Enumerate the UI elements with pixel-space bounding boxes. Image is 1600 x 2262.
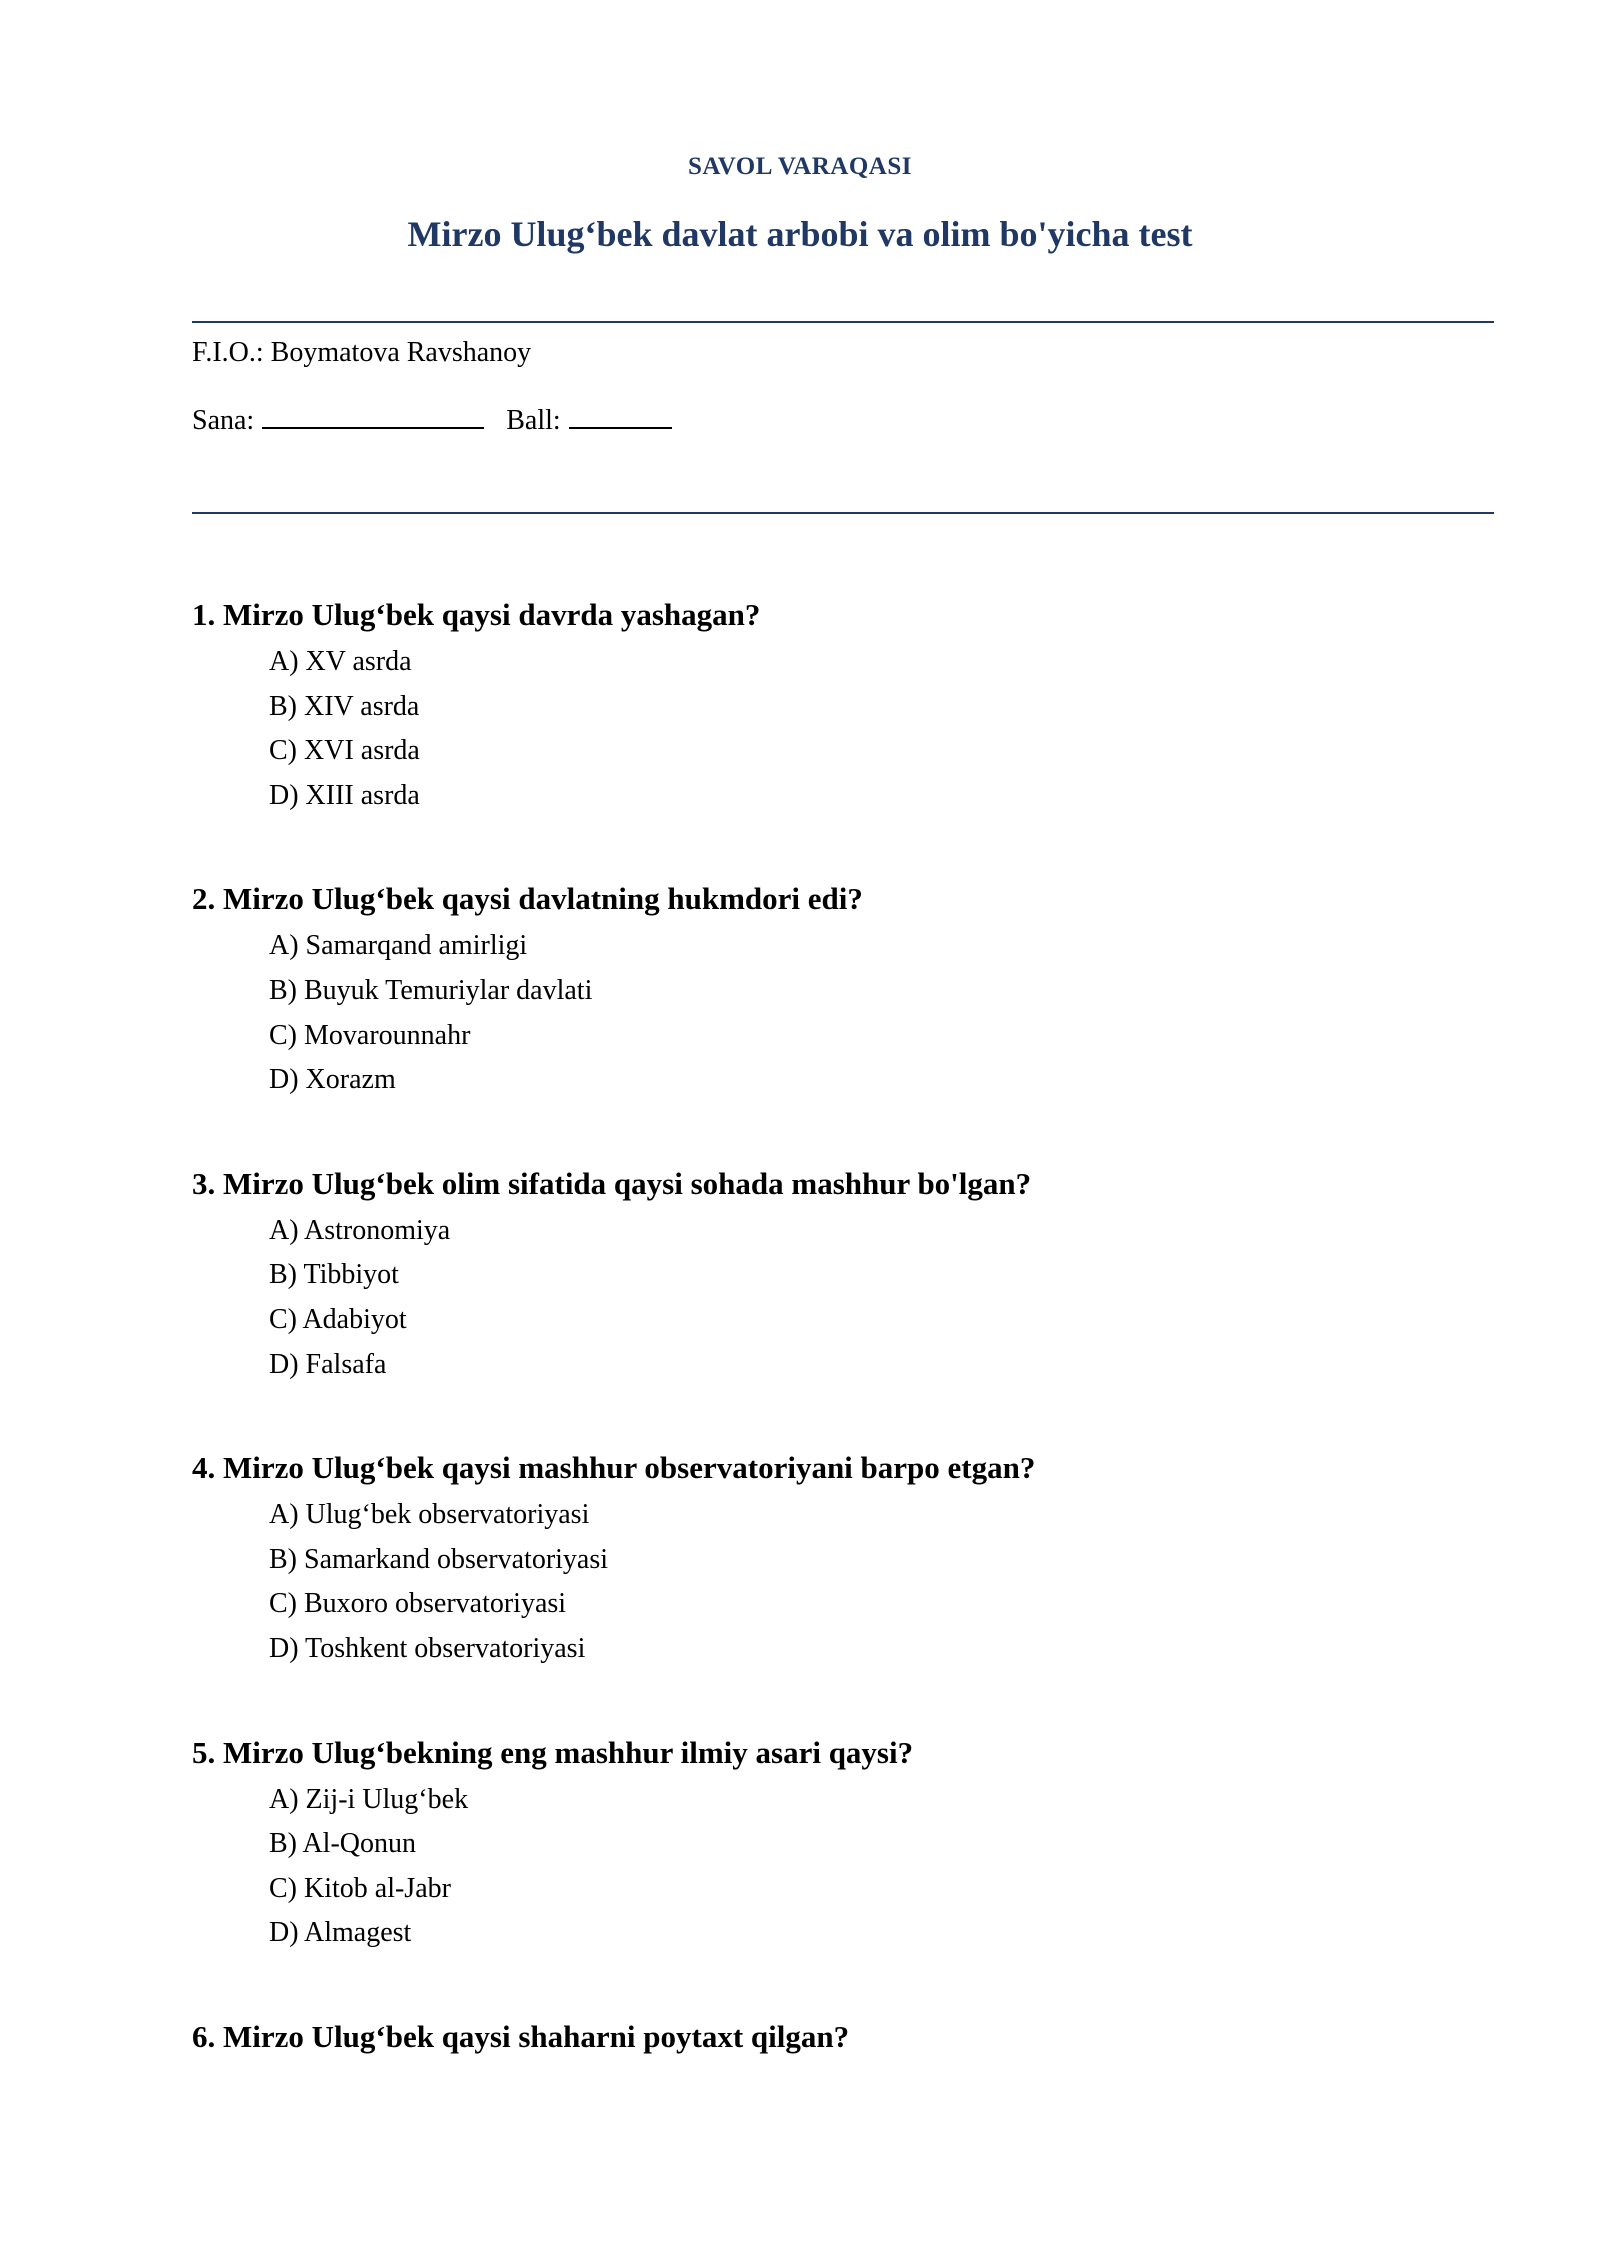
fio-field: [192, 336, 531, 370]
answer-option: C) Adabiyot: [269, 1303, 407, 1335]
question-label: Mirzo Ulug‘bekning eng mashhur ilmiy asari qaysi?: [223, 1734, 914, 1770]
fio-value: Boymatova Ravshanoy: [270, 337, 532, 368]
question-label: Mirzo Ulug‘bek qaysi shaharni poytaxt qilgan?: [223, 2018, 850, 2054]
answer-option: C) Kitob al-Jabr: [269, 1872, 451, 1904]
question-label: Mirzo Ulug‘bek qaysi mashhur observatoriyani barpo etgan?: [223, 1450, 1036, 1486]
answer-option: A) Astronomiya: [269, 1214, 451, 1246]
question-number: 4.: [192, 1450, 216, 1486]
question-text: [192, 2016, 1494, 2058]
answer-options: [192, 640, 1494, 818]
question-list: [192, 594, 1494, 2118]
header-divider-bottom: [192, 512, 1494, 514]
answer-option: A) Ulug‘bek observatoriyasi: [269, 1499, 590, 1531]
answer-option: D) XIII asrda: [269, 779, 420, 811]
sana-label: Sana:: [192, 405, 255, 436]
answer-option: D) Falsafa: [269, 1348, 387, 1380]
ball-blank-line: [569, 401, 672, 429]
ball-label: Ball:: [506, 405, 561, 436]
answer-options: [192, 1209, 1494, 1387]
answer-option: D) Toshkent observatoriyasi: [269, 1632, 586, 1664]
question-label: Mirzo Ulug‘bek olim sifatida qaysi sohada mashhur bo'lgan?: [223, 1165, 1032, 1201]
answer-option: B) Samarkand observatoriyasi: [269, 1543, 609, 1575]
sana-blank-line: [262, 401, 484, 429]
fio-label: F.I.O.:: [192, 337, 264, 368]
question-number: 6.: [192, 2018, 216, 2054]
answer-option: B) Al-Qonun: [269, 1828, 416, 1860]
header-divider-top: [192, 321, 1494, 323]
answer-option: A) Samarqand amirligi: [269, 930, 528, 962]
answer-option: C) Movarounnahr: [269, 1019, 471, 1051]
answer-option: B) XIV asrda: [269, 690, 420, 722]
answer-option: C) XVI asrda: [269, 735, 420, 767]
document-title: Mirzo Ulug‘bek davlat arbobi va olim bo'yicha test: [407, 214, 1193, 254]
question-item: [192, 594, 1494, 818]
question-number: 5.: [192, 1734, 216, 1770]
question-item: [192, 2016, 1494, 2058]
answer-option: D) Almagest: [269, 1917, 412, 1949]
document-label: SAVOL VARAQASI: [688, 153, 912, 180]
answer-option: B) Buyuk Temuriylar davlati: [269, 974, 593, 1006]
question-label: Mirzo Ulug‘bek qaysi davrda yashagan?: [223, 597, 761, 632]
question-number: 1.: [192, 597, 216, 632]
answer-options: [192, 1493, 1494, 1671]
answer-option: C) Buxoro observatoriyasi: [269, 1588, 567, 1620]
question-item: [192, 878, 1494, 1102]
question-text: [192, 1163, 1494, 1205]
answer-option: D) Xorazm: [269, 1064, 396, 1096]
answer-options: [192, 924, 1494, 1102]
question-text: [192, 1447, 1494, 1489]
question-text: [192, 594, 1494, 636]
question-item: [192, 1447, 1494, 1671]
question-number: 3.: [192, 1165, 216, 1201]
question-label: Mirzo Ulug‘bek qaysi davlatning hukmdori edi?: [223, 881, 863, 917]
question-text: [192, 1732, 1494, 1774]
answer-option: A) Zij-i Ulug‘bek: [269, 1783, 469, 1815]
question-number: 2.: [192, 881, 216, 917]
question-item: [192, 1732, 1494, 1956]
question-item: [192, 1163, 1494, 1387]
answer-options: [192, 1778, 1494, 1956]
date-score-row: [192, 401, 672, 438]
question-text: [192, 878, 1494, 920]
answer-option: B) Tibbiyot: [269, 1259, 399, 1291]
answer-option: A) XV asrda: [269, 646, 412, 677]
